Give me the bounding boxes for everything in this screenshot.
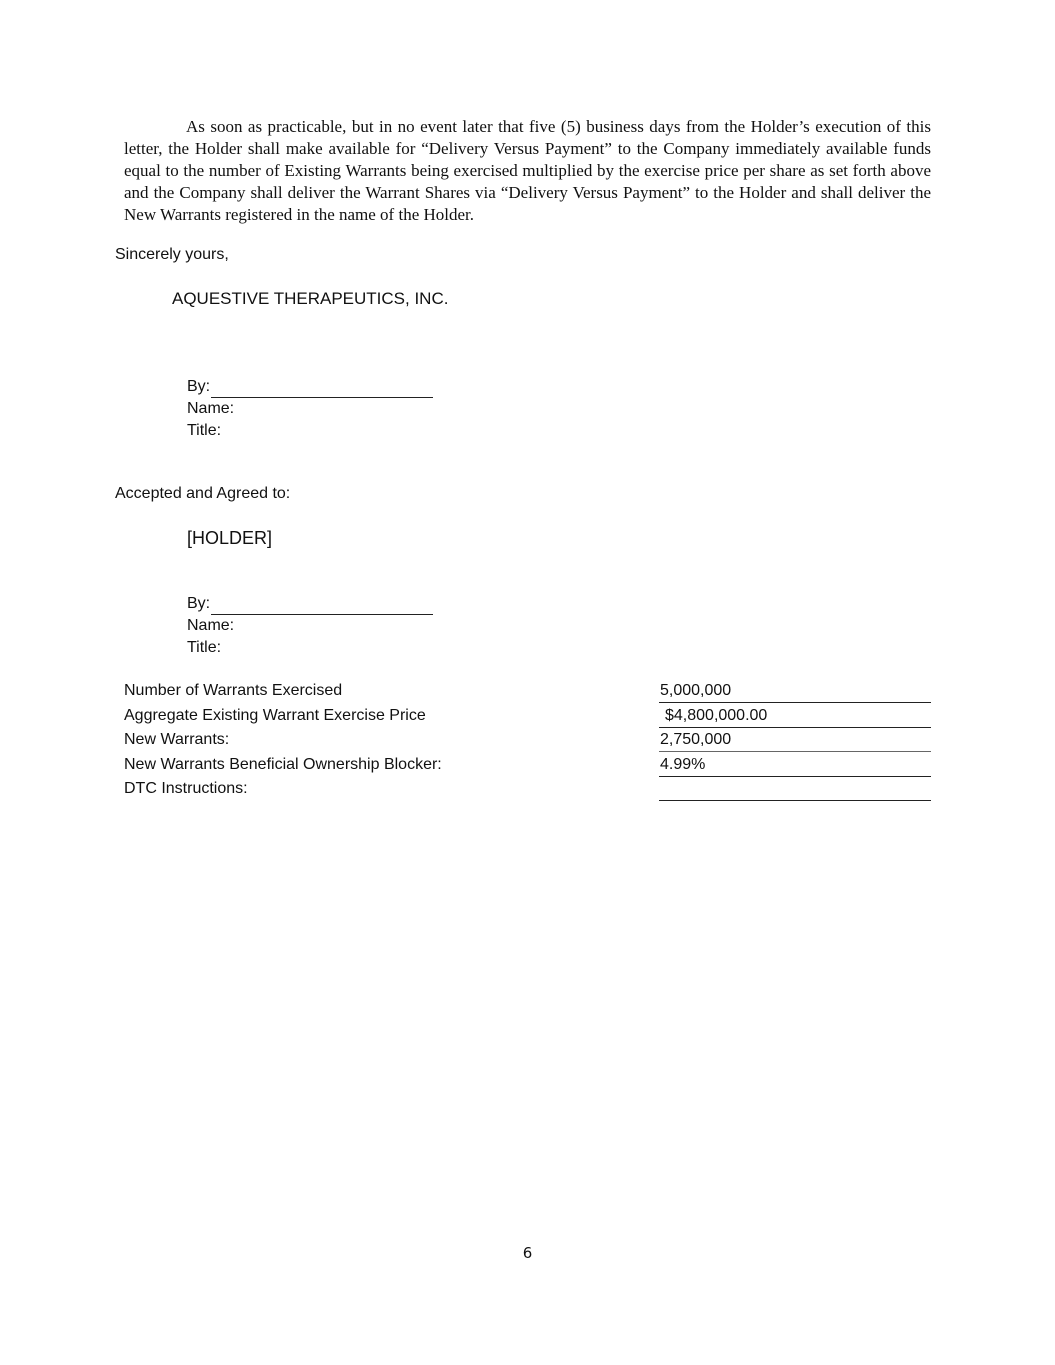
holder-signature-block xyxy=(187,593,433,659)
holder-by-row xyxy=(187,593,433,615)
new-warrants-field[interactable] xyxy=(659,729,931,752)
warrants-exercised-field[interactable] xyxy=(659,680,931,703)
aggregate-exercise-price-label: Aggregate Existing Warrant Exercise Price xyxy=(124,706,426,724)
accepted-agreed-label: Accepted and Agreed to: xyxy=(115,485,291,502)
ownership-blocker-field[interactable] xyxy=(659,754,931,777)
holder-by-label: By: xyxy=(187,595,211,612)
dtc-instructions-label: DTC Instructions: xyxy=(124,780,248,797)
warrants-exercised-value: 5,000,000 xyxy=(660,682,732,699)
ownership-blocker-value: 4.99% xyxy=(660,755,706,773)
warrants-exercised-label: Number of Warrants Exercised xyxy=(124,682,343,699)
holder-name-row xyxy=(187,615,433,637)
term-row xyxy=(124,729,932,754)
company-signature-block xyxy=(187,376,433,442)
company-by-row xyxy=(187,376,433,398)
holder-name-label: Name: xyxy=(187,617,235,634)
company-title-row xyxy=(187,420,433,442)
closing-salutation: Sincerely yours, xyxy=(115,246,229,263)
company-signature-line[interactable] xyxy=(211,381,433,398)
holder-signature-line[interactable] xyxy=(211,598,433,615)
company-name-row xyxy=(187,398,433,420)
dtc-instructions-field[interactable] xyxy=(659,778,931,801)
holder-title-row xyxy=(187,637,433,659)
term-row xyxy=(124,754,932,779)
warrant-terms-table xyxy=(124,680,932,803)
holder-title-label: Title: xyxy=(187,639,222,656)
company-name: AQUESTIVE THERAPEUTICS, INC. xyxy=(172,289,449,308)
company-by-label: By: xyxy=(187,378,211,395)
new-warrants-value: 2,750,000 xyxy=(660,731,732,748)
term-row xyxy=(124,680,932,705)
company-name-label: Name: xyxy=(187,400,235,417)
aggregate-exercise-price-value: $4,800,000.00 xyxy=(665,706,768,724)
dtc-instructions-value xyxy=(659,780,660,797)
page-number: 6 xyxy=(522,1244,533,1262)
delivery-paragraph: As soon as practicable, but in no event later that five (5) business days from the Holder’s execution of this letter, the Holder shall make available for “Delivery Versus Payment” to the Company immediately available funds equal to the number of Existing Warrants being exercised multiplied by the exercise price per share as set forth above and the Company shall deliver the Warrant Shares via “Delivery Versus Payment” to the Holder and shall deliver the New Warrants registered in the name of the Holder. xyxy=(124,117,931,224)
ownership-blocker-label: New Warrants Beneficial Ownership Blocker: xyxy=(124,755,442,773)
new-warrants-label: New Warrants: xyxy=(124,731,230,748)
company-title-label: Title: xyxy=(187,422,222,439)
term-row xyxy=(124,705,932,730)
holder-name: [HOLDER] xyxy=(187,528,273,548)
term-row xyxy=(124,778,932,803)
aggregate-exercise-price-field[interactable] xyxy=(659,705,931,728)
